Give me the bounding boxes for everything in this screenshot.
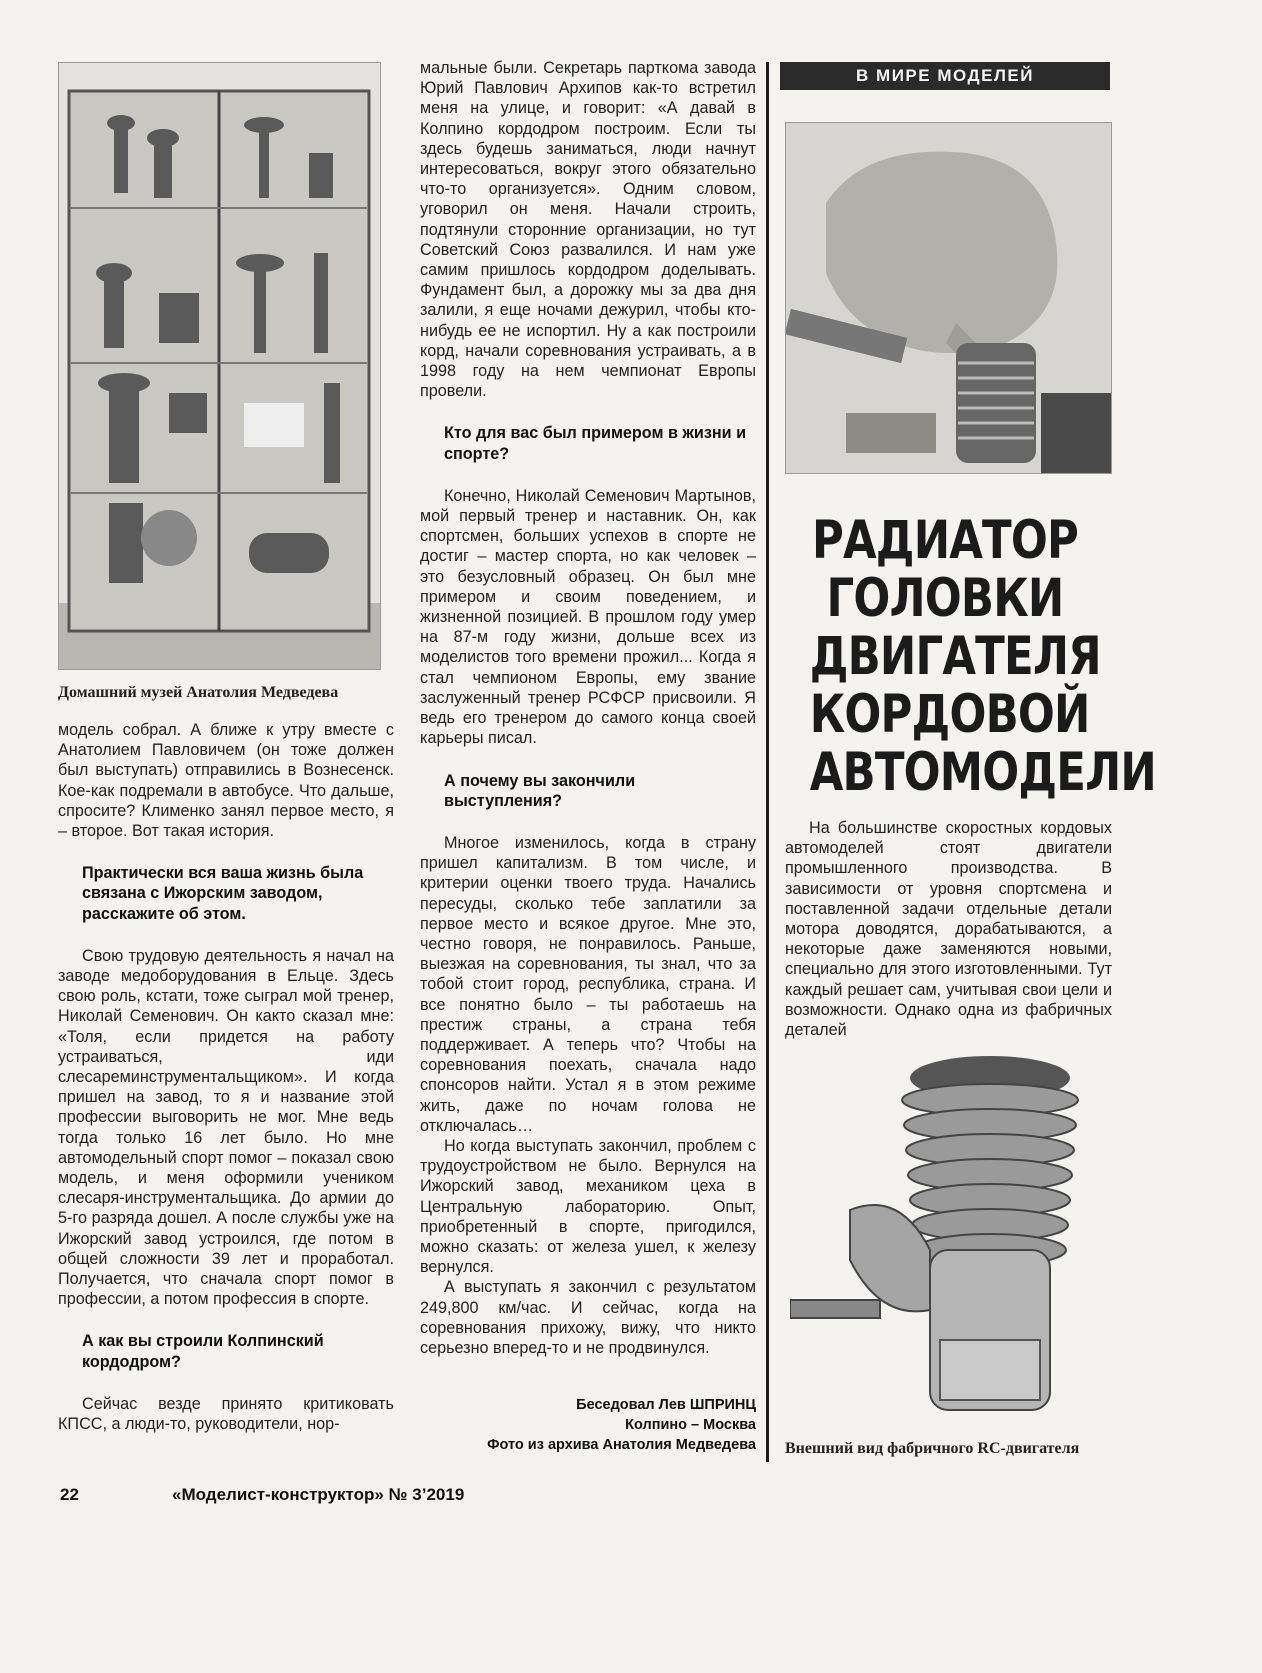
page-number: 22 <box>60 1485 79 1504</box>
interview-question: А как вы строили Колпинский кордодром? <box>82 1332 324 1371</box>
article-headline <box>780 510 1156 803</box>
interview-question: А почему вы закончили выступления? <box>444 771 636 810</box>
trophy-cabinet-photo <box>58 62 381 670</box>
paragraph: Но когда выступать закончил, проблем с трудоустройством не было. Вернулся на Ижорский завод, механиком цеха в Центральную лабораторию. Опыт, приобретенный в спорте, пригодился, можно сказать: от железа ушел, к железу вернулся. <box>420 1136 756 1277</box>
paragraph: Многое изменилось, когда в страну пришел капитализм. В том числе, и критерии оценки твоего труда. Начались пересуды, сколько тебе заплатили за первое место и всякое другое. Мне это, честно говоря, не понравилось. Раньше, выезжая на соревнования, ты знал, что за тобой стоит город, республика, страна. И все понятно было – ты работаешь на престиж страны, а страна тебя поддерживает. А теперь что? Чтобы на соревнования поехать, сначала надо спонсоров найти. Устал я в этом режиме жить, даже по ночам голова не отключалась… <box>420 833 756 1135</box>
interview-question: Кто для вас был примером в жизни и спорте? <box>444 424 747 463</box>
article-credits <box>420 1395 756 1455</box>
headline-line: РАДИАТОР <box>811 510 1079 571</box>
column-1 <box>58 720 394 1434</box>
hand-engine-icon <box>786 123 1111 473</box>
credit-interviewer: Беседовал Лев ШПРИНЦ <box>576 1397 756 1413</box>
interview-question: Практически вся ваша жизнь была связана с Ижорским заводом, расскажите об этом. <box>82 864 364 923</box>
paragraph: Сейчас везде принято критиковать КПСС, а люди-то, руководители, нор- <box>58 1394 394 1434</box>
headline-line: АВТОМОДЕЛИ <box>809 742 1156 803</box>
headline-line: КОРДОВОЙ <box>809 684 1090 745</box>
paragraph: Конечно, Николай Семенович Мартынов, мой первый тренер и наставник. Он, как спортсмен, больших успехов в спорте не достиг – мастер спорта, но как человек – это безусловный образец. Он был мне примером и своим поведением, и жизненной позицией. В прошлом году умер на 87-м году жизни, дольше всех из моделистов того времени прожил... Когда я стал чемпионом Европы, ему звание заслуженный тренер РСФСР присвоили. Я ведь его тренером до самого конца своей карьеры писал. <box>420 486 756 748</box>
magazine-issue: «Моделист-конструктор» № 3’2019 <box>172 1485 465 1504</box>
trophy-cabinet-icon <box>59 63 380 669</box>
hand-engine-photo <box>785 122 1112 474</box>
photo-caption-engine: Внешний вид фабричного RC-двигателя <box>785 1440 1080 1457</box>
rc-engine-icon <box>790 1030 1120 1430</box>
paragraph: модель собрал. А ближе к утру вместе с Анатолием Павловичем (он тоже должен был выступать) отправились в Вознесенск. Кое-как подремали в автобусе. Что дальше, спросите? Клименко занял первое место, я – второе. Вот такая история. <box>58 721 394 841</box>
section-rubric: В МИРЕ МОДЕЛЕЙ <box>780 62 1110 90</box>
credit-photo: Фото из архива Анатолия Медведева <box>487 1437 756 1453</box>
paragraph: А выступать я закончил с результатом 249,800 км/час. И сейчас, когда на соревнования прихожу, вижу, что никто серьезно вперед-то и не продвинулся. <box>420 1278 756 1357</box>
column-3 <box>785 818 1112 1040</box>
photo-caption-museum: Домашний музей Анатолия Медведева <box>58 684 339 701</box>
column-divider <box>766 62 769 1462</box>
headline-line: ДВИГАТЕЛЯ <box>809 626 1101 687</box>
column-2 <box>420 58 756 1358</box>
intro-paragraph: На большинстве скоростных кордовых автомоделей стоят двигатели промышленного производства. В зависимости от уровня спортсмена и поставленной задачи отдельные детали мотора доводятся, дорабатываются, а некоторые даже заменяются новыми, специально для этого изготовленными. Тут каждый решает сам, учитывая свои цели и возможности. Однако одна из фабричных деталей <box>785 819 1112 1040</box>
headline-line: ГОЛОВКИ <box>826 568 1064 629</box>
paragraph: мальные были. Секретарь парткома завода Юрий Павлович Архипов как-то встретил меня на улице, и говорит: «А давай в Колпино кордодром построим. Если ты здесь будешь заниматься, люди начнут интересоваться, вокруг этого обязательно что-то организуется». Одним словом, уговорил он меня. Начали строить, подтянули сторонние организации, но тут Советский Союз развалился. И нам уже самим пришлось кордодром доделывать. Фундамент был, а дорожку мы за два дня залили, я еще ночами дежурил, чтобы кто-нибудь ее не испортил. Ну а как построили корд, начали соревнования устраивать, а в 1998 году на нем чемпионат Европы провели. <box>420 59 756 401</box>
paragraph: Свою трудовую деятельность я начал на заводе медоборудования в Ельце. Здесь свою роль, кстати, тоже сыграл мой тренер, Николай Семенович. Он както сказал мне: «Толя, если придется на работу устраиваться, иди слесареминструментальщиком». И когда пришел на завод, то я и название этой профессии выговорить не мог. Мне ведь тогда только 16 лет было. Но мне автомодельный спорт помог – показал свою модель, и меня оформили учеником слесаря-инструментальщика. До армии до 5-го разряда дошел. А после службы уже на Ижорский завод устроился, где потом в общей сложности 39 лет и проработал. Получается, что сначала спорт помог в профессии, а потом профессия в спорте. <box>58 946 394 1309</box>
rc-engine-photo <box>790 1030 1120 1430</box>
credit-location: Колпино – Москва <box>625 1417 756 1433</box>
